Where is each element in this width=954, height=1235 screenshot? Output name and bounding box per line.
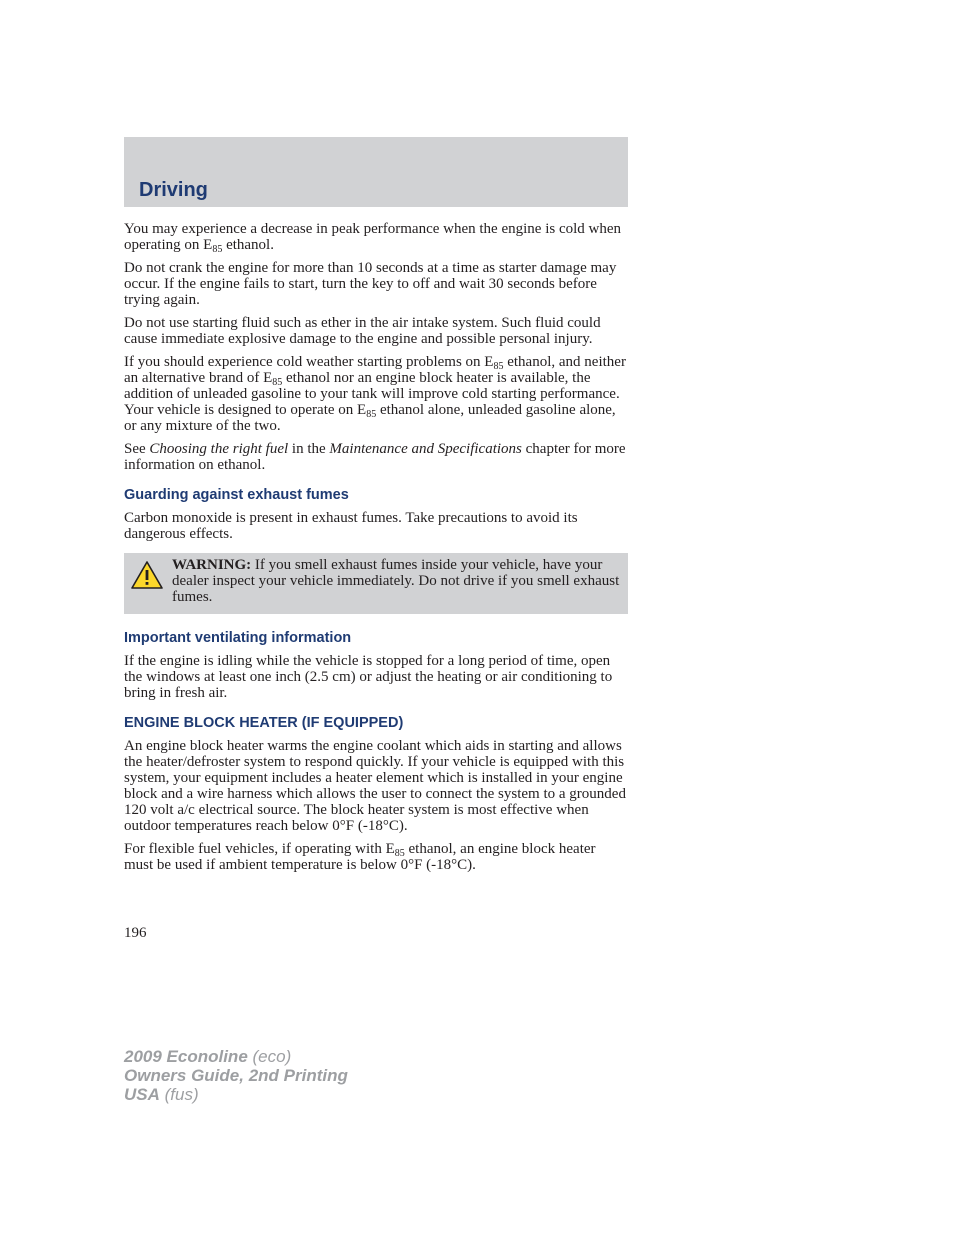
paragraph-starting-fluid: Do not use starting fluid such as ether in the air intake system. Such fluid could cause immediate explosive damage to the engine and possible personal injury. — [124, 315, 601, 347]
paragraph-block-heater: An engine block heater warms the engine coolant which aids in starting and allows the heater/defroster system to respond quickly. If your vehicle is equipped with this system, your equipment includes a heater element which is installed in your engine block and a wire harness which allows the user to connect the system to a grounded 120 volt a/c electrical source. The block heater system is most effective when outdoor temperatures reach below 0°F (-18°C). — [124, 738, 626, 834]
page-number: 196 — [124, 925, 147, 941]
page-title: Driving — [139, 179, 208, 201]
footer-line-region: USA (fus) — [124, 1085, 199, 1104]
paragraph-cold-weather: If you should experience cold weather starting problems on $E_{85}$ ethanol, and neither an alternative brand of $E_{85}$ ethanol nor an engine block heater is available, the addition of unleaded gasoline to your tank will improve cold starting performance. Your vehicle is designed to operate on $E_{85}$ ethanol alone, unleaded gasoline alone, or any mixture of the two. — [124, 354, 626, 434]
reference-maintenance-chapter: Maintenance and Specifications — [329, 441, 522, 457]
heading-ventilating: Important ventilating information — [124, 630, 352, 646]
paragraph-cold-performance: You may experience a decrease in peak performance when the engine is cold when operating on $E_{85}$ ethanol. — [124, 221, 622, 255]
main-content — [124, 221, 628, 880]
warning-label: WARNING: — [172, 557, 252, 573]
footer-line-model: 2009 Econoline (eco) — [124, 1047, 292, 1066]
reference-choosing-fuel: Choosing the right fuel — [149, 441, 289, 457]
footer-line-guide: Owners Guide, 2nd Printing — [124, 1066, 348, 1085]
paragraph-flexible-fuel: For flexible fuel vehicles, if operating with $E_{85}$ ethanol, an engine block heater must be used if ambient temperature is below 0°F (-18°C). — [124, 841, 596, 873]
paragraph-crank-limit: Do not crank the engine for more than 10 seconds at a time as starter damage may occur. If the engine fails to start, turn the key to off and wait 30 seconds before trying again. — [124, 260, 617, 308]
heading-exhaust-fumes: Guarding against exhaust fumes — [124, 487, 349, 503]
warning-triangle-icon — [130, 560, 164, 590]
paragraph-ventilating: If the engine is idling while the vehicle is stopped for a long period of time, open the windows at least one inch (2.5 cm) or adjust the heating or air conditioning to bring in fresh air. — [124, 653, 613, 701]
warning-box — [124, 553, 628, 614]
paragraph-see-reference: See Choosing the right fuel in the Maintenance and Specifications chapter for more information on ethanol. — [124, 441, 626, 473]
footer-document-info — [124, 1047, 348, 1104]
paragraph-carbon-monoxide: Carbon monoxide is present in exhaust fumes. Take precautions to avoid its dangerous effects. — [124, 510, 578, 542]
warning-text: If you smell exhaust fumes inside your vehicle, have your dealer inspect your vehicle immediately. Do not drive if you smell exhaust fumes. — [172, 557, 620, 605]
heading-engine-block-heater: ENGINE BLOCK HEATER (IF EQUIPPED) — [124, 715, 404, 731]
section-header-band — [124, 137, 628, 207]
